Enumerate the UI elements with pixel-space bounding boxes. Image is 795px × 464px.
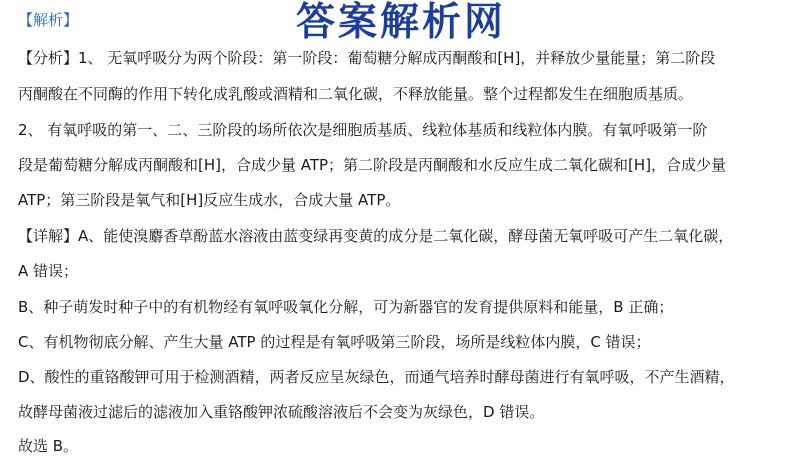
text-line-8: B、种子萌发时种子中的有机物经有氧呼吸氧化分解，可为新器官的发育提供原料和能量，B 正确； [18,298,674,316]
watermark-logo: 答案解析网 [296,0,507,45]
text-line-9: C、有机物彻底分解、产生大量 ATP 的过程是有氧呼吸第三阶段，场所是线粒体内膜，C 错误； [18,333,651,351]
text-line-5: ATP；第三阶段是氧气和[H]反应生成水，合成大量 ATP。 [18,191,401,209]
text-line-11: 故酵母菌液过滤后的滤液加入重铬酸钾浓硫酸溶液后不会变为灰绿色，D 错误。 [18,403,545,421]
text-line-3: 2、 有氧呼吸的第一、二、三阶段的场所依次是细胞质基质、线粒体基质和线粒体内膜。有氧呼吸第一阶 [18,121,708,139]
text-line-12: 故选 B。 [18,437,79,455]
text-line-4: 段是葡萄糖分解成丙酮酸和[H]，合成少量 ATP；第二阶段是丙酮酸和水反应生成二氧化碳和[H]，合成少量 [18,156,727,174]
text-line-2: 丙酮酸在不同酶的作用下转化成乳酸或酒精和二氧化碳，不释放能量。整个过程都发生在细胞质基质。 [18,85,694,103]
text-line-10: D、酸性的重铬酸钾可用于检测酒精，两者反应呈灰绿色，而通气培养时酵母菌进行有氧呼吸，不产生酒精， [18,368,735,386]
section-tag-analysis: 【解析】 [18,11,79,29]
text-line-6: 【详解】A、能使溴麝香草酚蓝水溶液由蓝变绿再变黄的成分是二氧化碳，酵母菌无氧呼吸可产生二氧化碳， [18,227,734,245]
text-line-7: A 错误； [18,262,79,280]
text-line-1: 【分析】1、 无氧呼吸分为两个阶段：第一阶段：葡萄糖分解成丙酮酸和[H]，并释放少量能量；第二阶段 [18,49,716,67]
